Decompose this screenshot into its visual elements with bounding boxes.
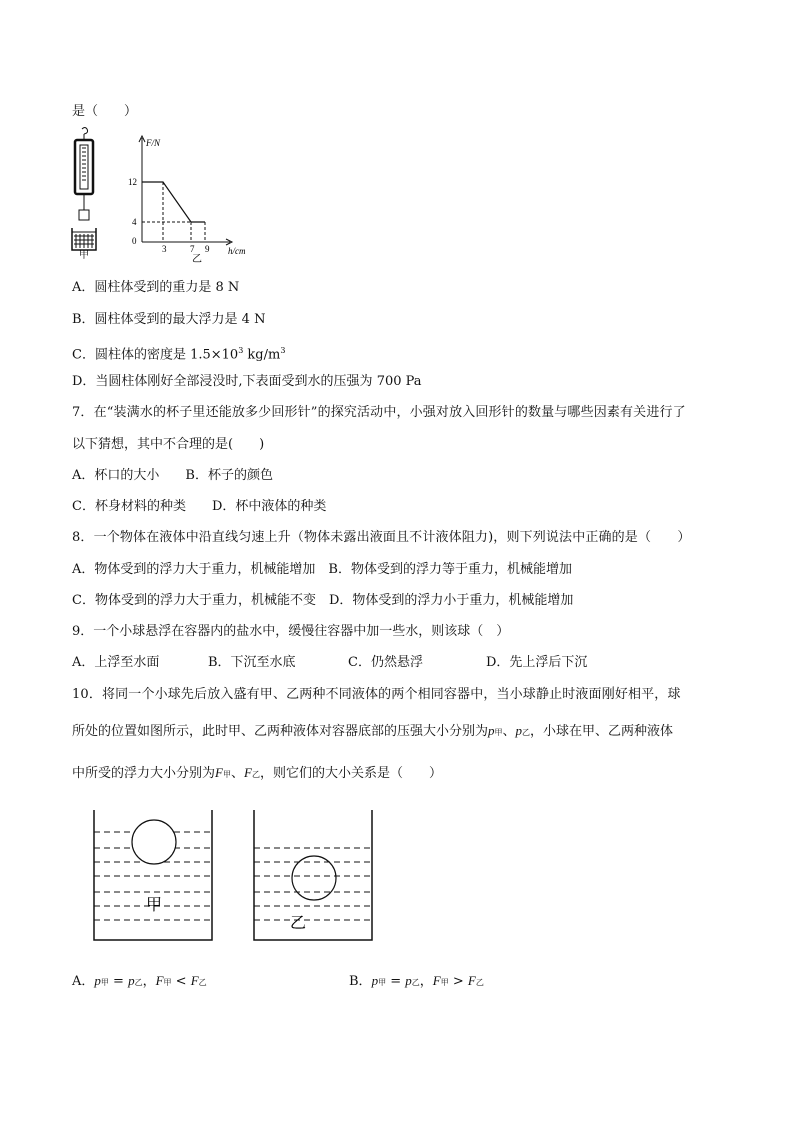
q10-stem-line2: 所处的位置如图所示，此时甲、乙两种液体对容器底部的压强大小分别为p甲、p乙，小球在甲、乙两种液体 (72, 723, 674, 739)
x-tick-7: 7 (190, 244, 195, 254)
ball-in-yi (292, 856, 336, 900)
q8-options-row1: A．物体受到的浮力大于重力，机械能增加 B．物体受到的浮力等于重力，机械能增加 (72, 562, 572, 577)
y-axis-label: F/N (146, 138, 161, 148)
q6-option-c: C．圆柱体的密度是 $1.5\times 10^3$ $kg/m^3$ (72, 346, 286, 363)
ball-in-jia (132, 820, 176, 864)
q9-option-a: A．上浮至水面 (72, 655, 160, 670)
q10-stem-line3: 中所受的浮力大小分别为F甲、F乙，则它们的大小关系是（ ） (72, 765, 442, 781)
q9-option-d: D．先上浮后下沉 (486, 655, 588, 670)
container-label-yi: 乙 (290, 915, 307, 932)
container-jia (94, 810, 212, 940)
q10-option-b: B．p甲 = p乙，F甲 > F乙 (349, 973, 484, 989)
q9-option-c: C．仍然悬浮 (348, 655, 423, 670)
chart-axes (139, 136, 232, 245)
q6-option-b: B．圆柱体受到的最大浮力是 4 N (72, 312, 266, 327)
q7-stem-line2: 以下猜想，其中不合理的是( ) (72, 437, 265, 452)
q6-option-a: A．圆柱体受到的重力是 8 N (72, 280, 240, 295)
y-tick-4: 4 (132, 217, 137, 227)
q7-options-row2: C．杯身材料的种类 D．杯中液体的种类 (72, 499, 327, 514)
q8-stem: 8．一个物体在液体中沿直线匀速上升（物体未露出液面且不计液体阻力)，则下列说法中正确的是（ ） (72, 530, 691, 545)
q10-option-a: A．p甲 = p乙，F甲 < F乙 (72, 973, 207, 989)
q9-option-b: B．下沉至水底 (208, 655, 296, 670)
x-tick-3: 3 (162, 244, 167, 254)
q7-options-row1: A．杯口的大小 B．杯子的颜色 (72, 468, 273, 483)
q9-stem: 9．一个小球悬浮在容器内的盐水中，缓慢往容器中加一些水，则该球（ ） (72, 624, 510, 639)
spring-scale-icon (72, 128, 96, 251)
q6-option-d: D．当圆柱体刚好全部浸没时,下表面受到水的压强为 700 Pa (72, 374, 422, 389)
q6-figure (66, 126, 286, 265)
data-line (142, 182, 205, 222)
container-yi (254, 810, 372, 940)
figure-label-yi: 乙 (192, 254, 202, 265)
y-tick-0: 0 (132, 236, 137, 246)
container-label-jia: 甲 (146, 897, 163, 914)
y-tick-12: 12 (128, 177, 137, 187)
q8-options-row2: C．物体受到的浮力大于重力，机械能不变 D．物体受到的浮力小于重力，机械能增加 (72, 593, 574, 608)
figure-label-jia: 甲 (79, 250, 89, 261)
question-6-stem-tail: 是（ ） (72, 104, 138, 119)
q10-stem-line1: 10．将同一个小球先后放入盛有甲、乙两种不同液体的两个相同容器中，当小球静止时液面刚好相平，球 (72, 687, 681, 702)
x-tick-9: 9 (205, 244, 210, 254)
q7-stem-line1: 7．在“装满水的杯子里还能放多少回形针”的探究活动中，小强对放入回形针的数量与哪些因素有关进行了 (72, 405, 686, 420)
x-axis-label: h/cm (228, 246, 246, 256)
q10-figure (88, 806, 388, 946)
